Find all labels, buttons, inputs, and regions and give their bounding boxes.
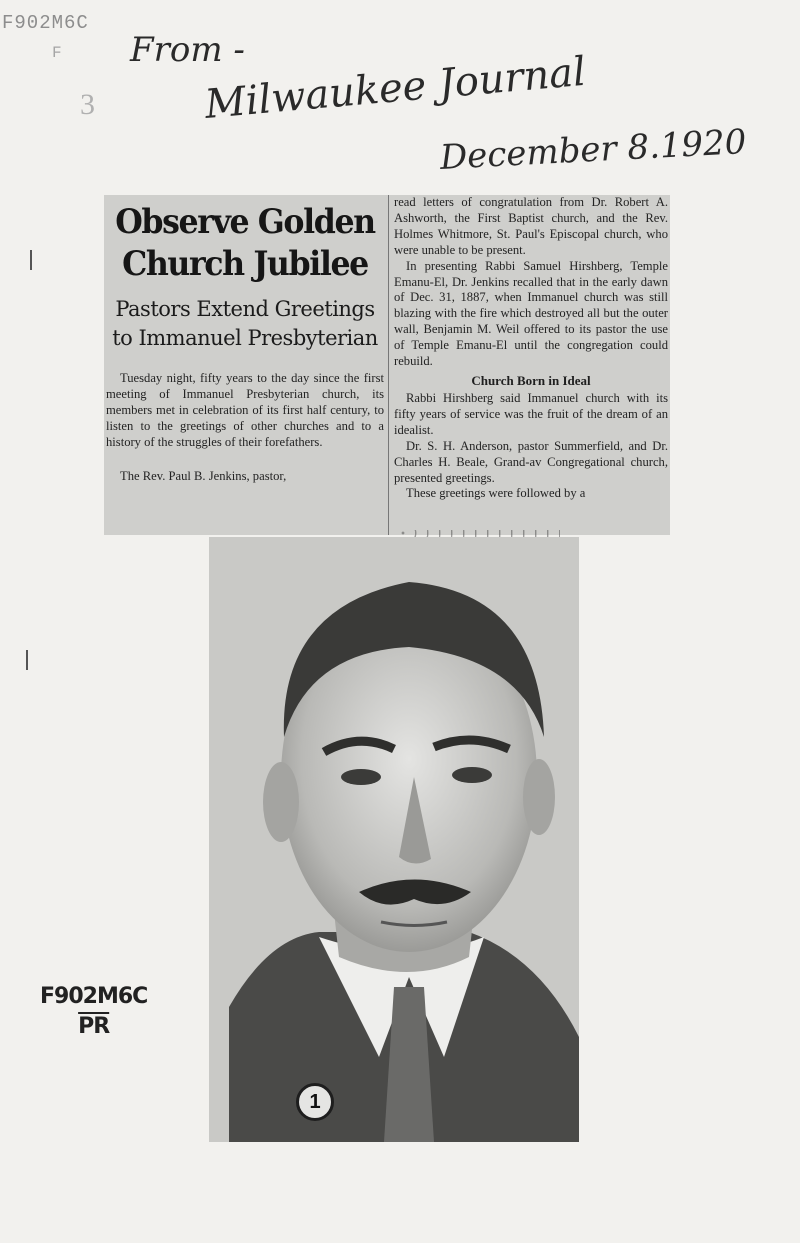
section-heading: Church Born in Ideal [471, 372, 591, 388]
call-number-line: F902M6C [40, 984, 148, 1009]
clipping-left-column [104, 195, 386, 535]
margin-tick [26, 650, 31, 670]
headline [114, 201, 376, 285]
clipping-right-column [392, 195, 670, 535]
headline-line: Observe Golden [115, 202, 375, 242]
subheadline: Pastors Extend Greetings to Immanuel Presbyterian [112, 297, 378, 350]
handwritten-date: December 8.1920 [438, 121, 748, 178]
photo-number-badge: 1 [296, 1083, 334, 1121]
handwritten-source: Milwaukee Journal [202, 48, 588, 128]
article-paragraph: In presenting Rabbi Samuel Hirshberg, Temple Emanu-El, Dr. Jenkins recalled that in the early dawn of Dec. 31, 1887, when Immanuel church was still blazing with the fire which destroyed all but the outer wall, Benjamin M. Weil offered to its pastor the use of Temple Emanu-El until the congregation could rebuild. [394, 258, 668, 369]
article-paragraph: Dr. S. H. Anderson, pastor Summerfield, and Dr. Charles H. Beale, Grand-av Congregational church, presented greetings. [394, 438, 668, 485]
call-number [40, 982, 147, 1042]
article-paragraph: The Rev. Paul B. Jenkins, pastor, [120, 468, 287, 483]
article-paragraph: Tuesday night, fifty years to the day since the first meeting of Immanuel Presbyterian church, its members met in celebration of its first half century, to listen to the greetings of other churches and to a history of the struggles of their forefathers. [106, 371, 384, 449]
column-rule [388, 195, 389, 535]
newspaper-clipping [104, 195, 670, 535]
handwritten-from: From - [130, 30, 245, 70]
page-number: 3 [80, 88, 95, 121]
margin-tick [30, 250, 35, 270]
article-paragraph: These greetings were followed by a [406, 486, 586, 501]
archive-stamp-fragment: F [52, 44, 62, 62]
portrait-illustration [209, 537, 579, 1142]
portrait-photo [209, 537, 579, 1142]
headline-line: Church Jubilee [122, 244, 368, 284]
article-paragraph: Rabbi Hirshberg said Immanuel church with its fifty years of service was the fruit of the dream of an idealist. [394, 390, 668, 437]
call-number-suffix: $\overline{PR}$ [78, 1014, 110, 1039]
article-paragraph: read letters of congratulation from Dr. Robert A. Ashworth, the First Baptist church, and the Rev. Holmes Whitmore, St. Paul's Episcopal church, who were unable to be present. [394, 195, 668, 257]
archive-stamp: F902M6C [2, 12, 89, 34]
